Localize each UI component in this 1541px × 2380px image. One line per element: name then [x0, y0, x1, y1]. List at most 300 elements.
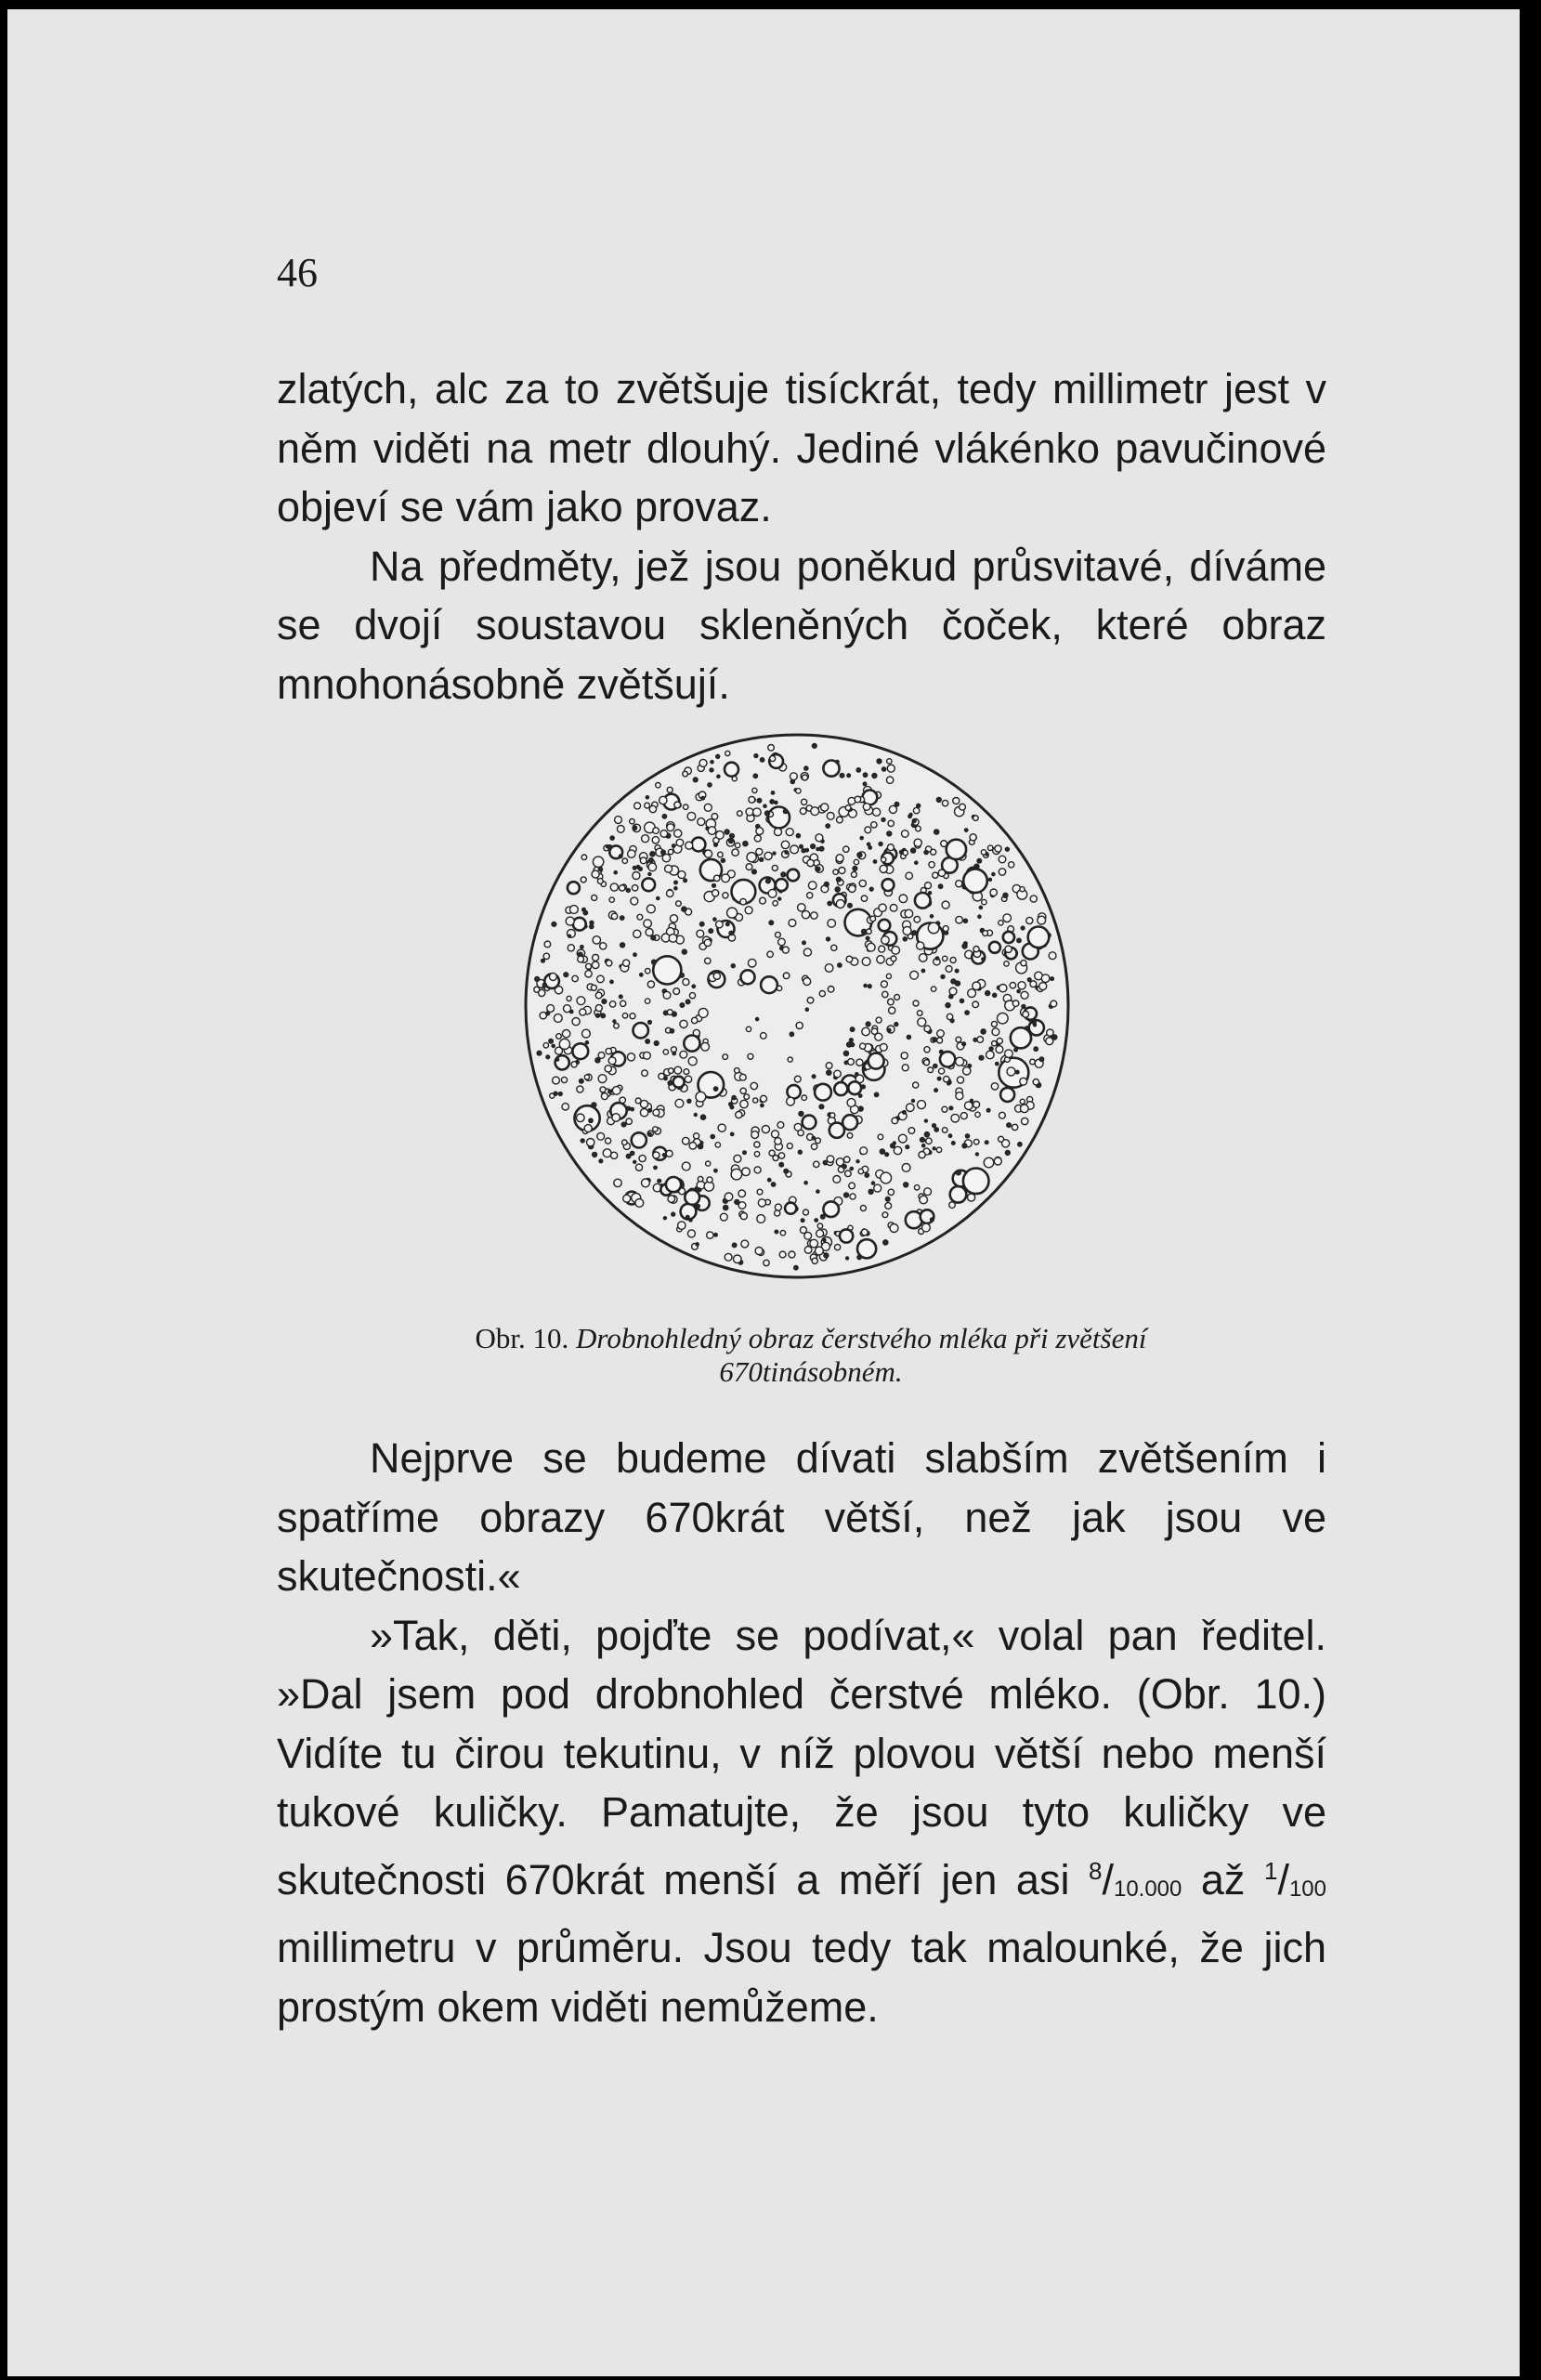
- fat-droplet: [815, 1084, 831, 1101]
- fat-droplet: [949, 987, 957, 995]
- fat-droplet: [622, 858, 627, 863]
- fat-droplet: [686, 1000, 690, 1004]
- fat-droplet: [968, 989, 976, 998]
- fat-droplet: [654, 1041, 659, 1046]
- paragraph: Nejprve se budeme dívati slabším zvětšením i spatříme obrazy 670krát větší, než jak jsou ve skutečnosti.«: [277, 1434, 1326, 1600]
- fat-droplet: [977, 858, 982, 863]
- fat-droplet: [997, 1038, 1002, 1043]
- fat-droplet: [1007, 1067, 1015, 1076]
- fat-droplet: [1018, 982, 1025, 989]
- fat-droplet: [760, 897, 766, 904]
- fat-droplet: [811, 844, 816, 849]
- caption-label: Obr. 10.: [475, 1322, 569, 1354]
- fat-droplet: [608, 1090, 612, 1093]
- fat-droplet: [755, 1248, 763, 1255]
- fat-droplet: [956, 1037, 961, 1042]
- fat-droplet: [850, 1027, 855, 1032]
- fat-droplet: [850, 1194, 855, 1199]
- fat-droplet: [723, 1054, 728, 1060]
- fat-droplet: [662, 854, 670, 861]
- fat-droplet: [725, 751, 730, 755]
- fat-droplet: [955, 969, 959, 973]
- fat-droplet: [731, 964, 735, 968]
- fat-droplet: [882, 857, 886, 862]
- fat-droplet: [956, 1057, 964, 1066]
- fat-droplet: [732, 849, 738, 856]
- fat-droplet: [622, 1013, 627, 1018]
- fat-droplet: [988, 845, 993, 850]
- fat-droplet: [761, 1033, 767, 1040]
- fat-droplet: [646, 1040, 650, 1044]
- fat-droplet: [1021, 1105, 1029, 1113]
- fat-droplet: [758, 1199, 765, 1207]
- fat-droplet: [537, 1051, 542, 1055]
- fat-droplet: [816, 834, 823, 842]
- fat-droplet: [899, 895, 908, 903]
- fat-droplet: [778, 1153, 784, 1158]
- fat-droplet: [860, 1147, 868, 1155]
- fat-droplet: [798, 1150, 802, 1154]
- fat-droplet: [746, 808, 753, 816]
- paragraph: Na předměty, jež jsou poněkud průsvitavé, díváme se dvojí soustavou skleněných čoček, které obraz mnohonásobně zvětšují.: [277, 542, 1326, 708]
- fraction-numerator: 1: [1263, 1856, 1278, 1885]
- fat-droplet: [825, 964, 833, 973]
- fat-droplet: [962, 944, 967, 948]
- fat-droplet: [598, 1053, 605, 1059]
- fat-droplet: [645, 999, 649, 1003]
- fat-droplet: [631, 897, 638, 905]
- fat-droplet: [962, 1144, 967, 1148]
- fat-droplet: [963, 1169, 989, 1195]
- fat-droplet: [751, 1131, 759, 1139]
- fat-droplet: [787, 1144, 792, 1149]
- fat-droplet: [1005, 946, 1012, 952]
- fat-droplet: [584, 1075, 589, 1079]
- fat-droplet: [696, 1243, 699, 1246]
- fat-droplet: [739, 1074, 746, 1080]
- fat-droplet: [893, 1142, 895, 1144]
- fat-droplet: [644, 1052, 651, 1059]
- fat-droplet: [757, 799, 762, 804]
- fat-droplet: [753, 774, 757, 778]
- fat-droplet: [558, 1092, 562, 1096]
- fat-droplet: [543, 953, 549, 959]
- fat-droplet: [776, 879, 788, 891]
- fat-droplet: [592, 961, 599, 969]
- fat-droplet: [800, 845, 803, 849]
- fat-droplet: [951, 1114, 960, 1122]
- fat-droplet: [831, 945, 837, 950]
- fat-droplet: [970, 834, 976, 841]
- fat-droplet: [751, 1082, 757, 1089]
- fat-droplet: [646, 905, 655, 913]
- fat-droplet: [570, 906, 579, 914]
- fat-droplet: [705, 958, 711, 963]
- fat-droplet: [728, 838, 733, 843]
- fat-droplet: [668, 849, 673, 854]
- fat-droplet: [674, 887, 677, 890]
- fat-droplet: [928, 922, 939, 934]
- fat-droplet: [633, 953, 636, 956]
- fat-droplet: [992, 873, 995, 876]
- fat-droplet: [667, 824, 674, 831]
- fat-droplet: [965, 1011, 969, 1014]
- fat-droplet: [597, 975, 605, 983]
- fat-droplet: [933, 872, 938, 878]
- fat-droplet: [790, 845, 799, 854]
- fat-droplet: [907, 1104, 915, 1112]
- fat-droplet: [1028, 927, 1050, 948]
- fat-droplet: [796, 1022, 803, 1028]
- fat-droplet: [609, 897, 614, 902]
- fat-droplet: [748, 959, 756, 967]
- fat-droplet: [864, 984, 867, 987]
- fat-droplet: [848, 904, 853, 909]
- fat-droplet: [720, 1213, 727, 1221]
- fat-droplet: [886, 777, 893, 783]
- fat-droplet: [552, 1044, 555, 1047]
- fat-droplet: [885, 1197, 890, 1201]
- fat-droplet: [989, 1047, 993, 1051]
- fat-droplet: [745, 907, 752, 914]
- fat-droplet: [889, 805, 896, 813]
- fat-droplet: [1021, 961, 1026, 966]
- fat-droplet: [962, 1042, 966, 1046]
- fat-droplet: [973, 982, 981, 990]
- fat-droplet: [851, 1043, 855, 1047]
- fat-droplet: [804, 1232, 812, 1239]
- fat-droplet: [581, 877, 586, 883]
- fat-droplet: [718, 1124, 725, 1131]
- fat-droplet: [803, 978, 811, 986]
- fat-droplet: [613, 1020, 616, 1023]
- fat-droplet: [949, 1106, 953, 1110]
- fat-droplet: [827, 937, 830, 941]
- fat-droplet: [821, 804, 829, 811]
- fat-droplet: [687, 812, 696, 820]
- fat-droplet: [854, 859, 858, 864]
- fat-droplet: [880, 865, 887, 872]
- fat-droplet: [871, 1028, 877, 1034]
- fat-droplet: [790, 1032, 793, 1036]
- fat-droplet: [648, 872, 651, 875]
- fat-droplet: [627, 1106, 631, 1110]
- fat-droplet: [683, 771, 688, 777]
- fat-droplet: [670, 915, 677, 922]
- text-block-top: [277, 360, 1326, 713]
- fat-droplet: [1034, 1047, 1038, 1051]
- fat-droplet: [982, 958, 985, 961]
- fat-droplet: [931, 849, 936, 855]
- fat-droplet: [632, 1132, 646, 1147]
- fat-droplet: [735, 843, 739, 847]
- fat-droplet: [908, 815, 911, 817]
- fat-droplet: [723, 893, 728, 898]
- fat-droplet: [592, 895, 597, 900]
- fat-droplet: [564, 973, 568, 977]
- fat-droplet: [935, 957, 938, 960]
- fat-droplet: [635, 1199, 644, 1208]
- fat-droplet: [706, 1161, 711, 1166]
- fat-droplet: [865, 827, 871, 833]
- fat-droplet: [868, 1053, 884, 1069]
- fat-droplet: [657, 896, 659, 899]
- fat-droplet: [731, 1132, 734, 1135]
- fat-droplet: [873, 860, 876, 863]
- fat-droplet: [648, 1132, 652, 1136]
- fat-droplet: [845, 805, 851, 811]
- fat-droplet: [999, 1112, 1006, 1118]
- figure-caption: [286, 1322, 1336, 1389]
- fat-droplet: [949, 995, 953, 999]
- fat-droplet: [714, 1234, 717, 1236]
- fat-droplet: [863, 773, 867, 777]
- fat-droplet: [895, 802, 899, 806]
- fat-droplet: [835, 887, 840, 892]
- fat-droplet: [612, 1114, 620, 1122]
- fat-droplet: [748, 1053, 753, 1059]
- fat-droplet: [727, 908, 738, 918]
- fat-droplet: [577, 1114, 585, 1122]
- fraction-denominator: 100: [1288, 1876, 1326, 1902]
- fat-droplet: [1020, 887, 1025, 892]
- fat-droplet: [673, 1052, 675, 1054]
- fat-droplet: [931, 987, 935, 991]
- fat-droplet: [978, 915, 981, 918]
- fat-droplet: [746, 1027, 751, 1031]
- fat-droplet: [593, 936, 600, 944]
- fat-droplet: [794, 1123, 802, 1131]
- fraction: $^1/_{100}$: [1263, 1855, 1326, 1903]
- fat-droplet: [937, 1030, 945, 1038]
- fat-droplet: [744, 1094, 750, 1100]
- fat-droplet: [942, 901, 949, 909]
- fat-droplet: [777, 1122, 784, 1129]
- fat-droplet: [947, 1080, 951, 1084]
- fat-droplet: [775, 1230, 778, 1234]
- fat-droplet: [975, 1112, 980, 1117]
- fat-droplet: [785, 851, 788, 854]
- fat-droplet: [890, 1224, 898, 1233]
- fat-droplet: [1052, 1035, 1057, 1040]
- fat-droplet: [921, 969, 924, 972]
- fat-droplet: [716, 921, 724, 928]
- fat-droplet: [633, 867, 636, 870]
- fat-droplet: [862, 958, 870, 966]
- fat-droplet: [584, 1125, 592, 1132]
- fat-droplet: [1026, 917, 1033, 923]
- fat-droplet: [752, 870, 757, 874]
- fat-droplet: [699, 1144, 703, 1148]
- fat-droplet: [846, 956, 853, 962]
- fat-droplet: [900, 850, 904, 854]
- fat-droplet: [838, 963, 842, 967]
- fat-droplet: [640, 974, 643, 976]
- fat-droplet: [685, 1076, 691, 1082]
- fat-droplet: [713, 1087, 717, 1091]
- fat-droplet: [1009, 862, 1014, 868]
- fat-droplet: [718, 852, 724, 857]
- fat-droplet: [663, 1050, 668, 1054]
- fat-droplet: [708, 783, 712, 787]
- paragraph: [277, 1606, 1326, 2037]
- fat-droplet: [803, 775, 808, 780]
- fat-droplet: [610, 883, 618, 891]
- fat-droplet: [1041, 974, 1050, 983]
- fat-droplet: [562, 1104, 568, 1110]
- fat-droplet: [879, 904, 886, 911]
- fat-droplet: [780, 1231, 785, 1236]
- fat-droplet: [840, 773, 844, 778]
- fat-droplet: [860, 1206, 866, 1211]
- fat-droplet: [546, 1055, 550, 1059]
- fat-droplet: [1003, 932, 1014, 943]
- fat-droplet: [754, 1167, 761, 1173]
- fat-droplet: [640, 857, 646, 864]
- fat-droplet: [546, 1012, 550, 1015]
- fat-droplet: [667, 890, 673, 896]
- fat-droplet: [666, 1177, 681, 1192]
- fat-droplet: [573, 918, 586, 931]
- fat-droplet: [886, 974, 891, 978]
- fat-droplet: [1017, 938, 1021, 942]
- fat-droplet: [734, 1155, 741, 1162]
- fat-droplet: [1030, 981, 1037, 987]
- fat-droplet: [848, 1059, 855, 1066]
- fat-droplet: [669, 1068, 674, 1074]
- fat-droplet: [741, 970, 755, 984]
- fat-droplet: [653, 828, 659, 834]
- fat-droplet: [912, 1099, 915, 1102]
- fat-droplet: [678, 1222, 686, 1229]
- fat-droplet: [676, 901, 682, 907]
- fat-droplet: [1023, 1011, 1029, 1017]
- fat-droplet: [652, 960, 657, 964]
- fat-droplet: [633, 1023, 648, 1038]
- fat-droplet: [907, 1035, 910, 1039]
- fraction-numerator: 8: [1088, 1856, 1103, 1885]
- fat-droplet: [682, 1162, 690, 1170]
- fat-droplet: [785, 1203, 796, 1214]
- fat-droplet: [761, 976, 777, 993]
- fat-droplet: [983, 931, 988, 936]
- fat-droplet: [863, 782, 867, 786]
- fat-droplet: [621, 1122, 626, 1127]
- fat-droplet: [933, 1038, 937, 1042]
- fat-droplet: [549, 1039, 554, 1043]
- fat-droplet: [802, 910, 809, 918]
- fat-droplet: [877, 956, 884, 963]
- fat-droplet: [754, 1152, 759, 1157]
- fat-droplet: [544, 941, 551, 948]
- fat-droplet: [598, 868, 602, 871]
- fat-droplet: [752, 788, 757, 792]
- fat-droplet: [965, 829, 968, 831]
- fat-droplet: [965, 1134, 969, 1138]
- fat-droplet: [862, 1027, 870, 1036]
- fat-droplet: [947, 840, 966, 859]
- fat-droplet: [622, 1140, 628, 1145]
- fat-droplet: [1027, 978, 1031, 982]
- fat-droplet: [973, 816, 979, 821]
- fat-droplet: [631, 1151, 634, 1155]
- fat-droplet: [824, 883, 829, 887]
- fat-droplet: [712, 890, 719, 896]
- fat-droplet: [919, 954, 927, 962]
- fat-droplet: [760, 857, 764, 861]
- fat-droplet: [645, 803, 650, 808]
- fat-droplet: [674, 802, 681, 808]
- fat-droplet: [887, 844, 894, 851]
- fat-droplet: [635, 1164, 642, 1170]
- fat-droplet: [678, 871, 686, 879]
- fat-droplet: [816, 1230, 824, 1237]
- fat-droplet: [901, 1053, 908, 1059]
- fat-droplet: [994, 1157, 1001, 1165]
- fat-droplet: [673, 1077, 685, 1088]
- fat-droplet: [830, 1113, 835, 1118]
- fat-droplet: [973, 1102, 980, 1108]
- fat-droplet: [835, 1245, 841, 1250]
- fat-droplet: [965, 1102, 973, 1110]
- fat-droplet: [956, 881, 962, 887]
- fat-droplet: [717, 775, 720, 778]
- fat-droplet: [868, 985, 871, 988]
- fat-droplet: [843, 846, 849, 852]
- fat-droplet: [732, 1243, 737, 1248]
- fat-droplet: [870, 916, 876, 922]
- fat-droplet: [995, 845, 1001, 852]
- fat-droplet: [903, 937, 907, 941]
- fat-droplet: [874, 1092, 878, 1096]
- fat-droplet: [1018, 1143, 1022, 1146]
- paragraph-text: až: [1200, 1855, 1246, 1903]
- fat-droplet: [775, 1210, 780, 1216]
- fat-droplet: [812, 1258, 817, 1263]
- fat-droplet: [952, 1142, 956, 1145]
- fat-droplet: [577, 997, 585, 1005]
- fat-droplet: [946, 966, 952, 973]
- fat-droplet: [667, 1010, 673, 1015]
- fat-droplet: [928, 1067, 934, 1073]
- fat-droplet: [877, 759, 882, 764]
- fat-droplet: [684, 879, 687, 883]
- fat-droplet: [857, 1239, 876, 1258]
- fat-droplet: [633, 826, 636, 830]
- fat-droplet: [973, 1139, 979, 1144]
- fat-droplet: [535, 977, 540, 982]
- fat-droplet: [882, 767, 886, 771]
- fat-droplet: [867, 943, 875, 951]
- fat-droplet: [812, 1075, 816, 1079]
- fat-droplet: [567, 996, 571, 1000]
- fat-droplet: [850, 1167, 853, 1170]
- fat-droplet: [860, 837, 863, 840]
- fat-droplet: [731, 1169, 742, 1180]
- fat-droplet: [783, 973, 790, 979]
- fat-droplet: [668, 1081, 673, 1086]
- fat-droplet: [879, 946, 885, 952]
- fat-droplet: [936, 1147, 941, 1152]
- fat-droplet: [990, 889, 997, 896]
- fat-droplet: [626, 888, 630, 892]
- fat-droplet: [802, 1095, 806, 1100]
- fat-droplet: [649, 858, 654, 863]
- fat-droplet: [824, 1253, 829, 1258]
- fat-droplet: [922, 1223, 931, 1232]
- fat-droplet: [889, 1007, 895, 1013]
- fat-droplet: [704, 850, 712, 857]
